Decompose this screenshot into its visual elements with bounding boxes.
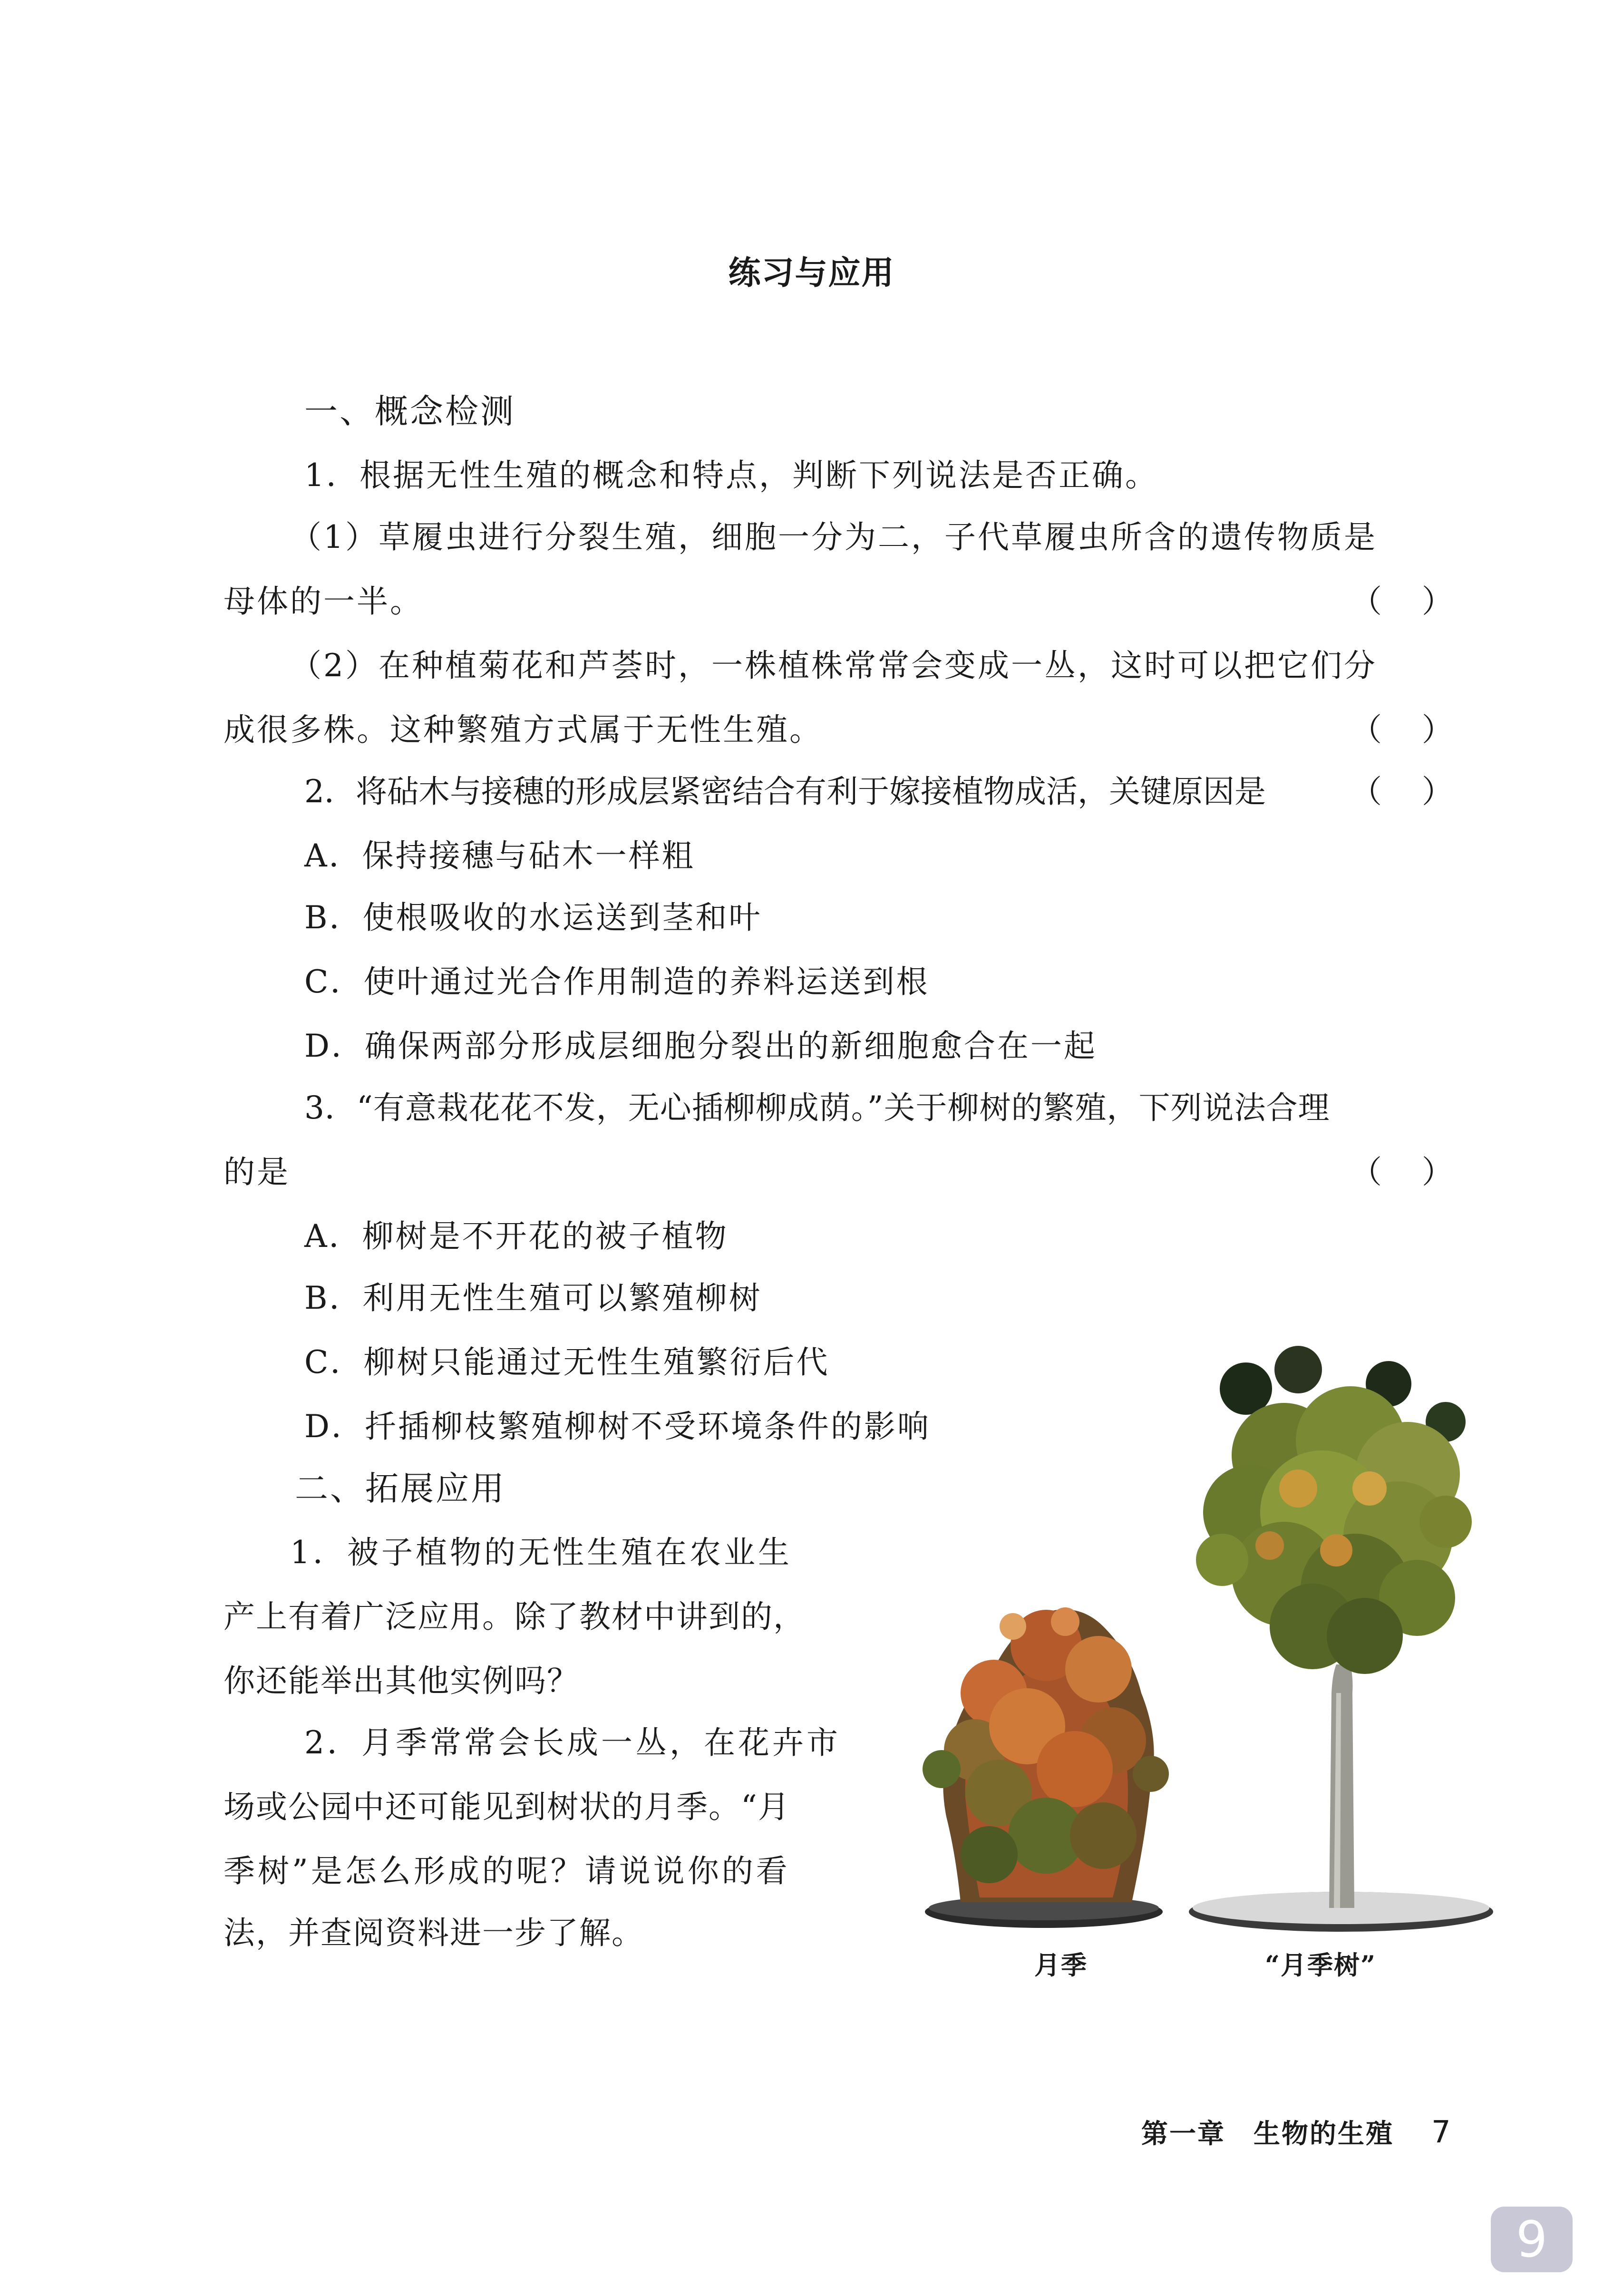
page-badge: 9 (1491, 2207, 1573, 2272)
concept-check-heading: 一、概念检测 (304, 392, 515, 431)
q1-item2-answer-bracket[interactable]: （ ） (1351, 711, 1453, 748)
q1-stem: 1．根据无性生殖的概念和特点，判断下列说法是否正确。 (304, 457, 1158, 494)
chapter-footer: 第一章 生物的生殖 (1141, 2118, 1394, 2150)
q3-option-a: A．柳树是不开花的被子植物 (304, 1218, 729, 1255)
rose-tree-image (1141, 1332, 1493, 1940)
rose-bush-image (904, 1569, 1179, 1931)
figure-caption-rose-tree: “月季树” (1265, 1950, 1377, 1980)
s2-q2-line2: 场或公园中还可能见到树状的月季。“月 (224, 1789, 790, 1825)
q1-item1-answer-bracket[interactable]: （ ） (1351, 583, 1453, 620)
q2-stem: 2．将砧木与接穗的形成层紧密结合有利于嫁接植物成活，关键原因是 (304, 773, 1266, 810)
s2-q2-line4: 法，并查阅资料进一步了解。 (224, 1915, 644, 1951)
q3-stem-line2: 的是 (224, 1154, 290, 1190)
extended-application-heading: 二、拓展应用 (295, 1469, 506, 1508)
q2-option-b: B．使根吸收的水运送到茎和叶 (304, 899, 762, 936)
s2-q1-line1: 1．被子植物的无性生殖在农业生 (290, 1534, 792, 1571)
q1-item2-line2: 成很多株。这种繁殖方式属于无性生殖。 (224, 711, 823, 748)
page-number: 7 (1431, 2115, 1451, 2150)
s2-q2-line1: 2．月季常常会长成一丛，在花卉市 (304, 1724, 841, 1761)
s2-q1-line3: 你还能举出其他实例吗？ (224, 1663, 579, 1699)
s2-q2-line3: 季树”是怎么形成的呢？请说说你的看 (224, 1853, 790, 1889)
s2-q1-line2: 产上有着广泛应用。除了教材中讲到的， (224, 1598, 806, 1635)
q3-option-c: C．柳树只能通过无性生殖繁衍后代 (304, 1344, 830, 1381)
q3-option-d: D．扦插柳枝繁殖柳树不受环境条件的影响 (304, 1408, 931, 1445)
q2-option-c: C．使叶通过光合作用制造的养料运送到根 (304, 963, 930, 1000)
q2-option-d: D．确保两部分形成层细胞分裂出的新细胞愈合在一起 (304, 1028, 1097, 1064)
q2-option-a: A．保持接穗与砧木一样粗 (304, 837, 695, 874)
q3-stem-line1: 3．“有意栽花花不发，无心插柳柳成荫。”关于柳树的繁殖，下列说法合理 (304, 1090, 1330, 1126)
q1-item1-line1: （1）草履虫进行分裂生殖，细胞一分为二，子代草履虫所含的遗传物质是 (290, 519, 1377, 555)
q2-answer-bracket[interactable]: （ ） (1351, 773, 1453, 810)
figure-caption-rose: 月季 (1034, 1950, 1088, 1980)
section-title: 练习与应用 (728, 254, 895, 292)
q3-option-b: B．利用无性生殖可以繁殖柳树 (304, 1280, 762, 1316)
q1-item1-line2: 母体的一半。 (224, 583, 423, 620)
q1-item2-line1: （2）在种植菊花和芦荟时，一株植株常常会变成一丛，这时可以把它们分 (290, 647, 1377, 684)
q3-answer-bracket[interactable]: （ ） (1351, 1154, 1453, 1190)
